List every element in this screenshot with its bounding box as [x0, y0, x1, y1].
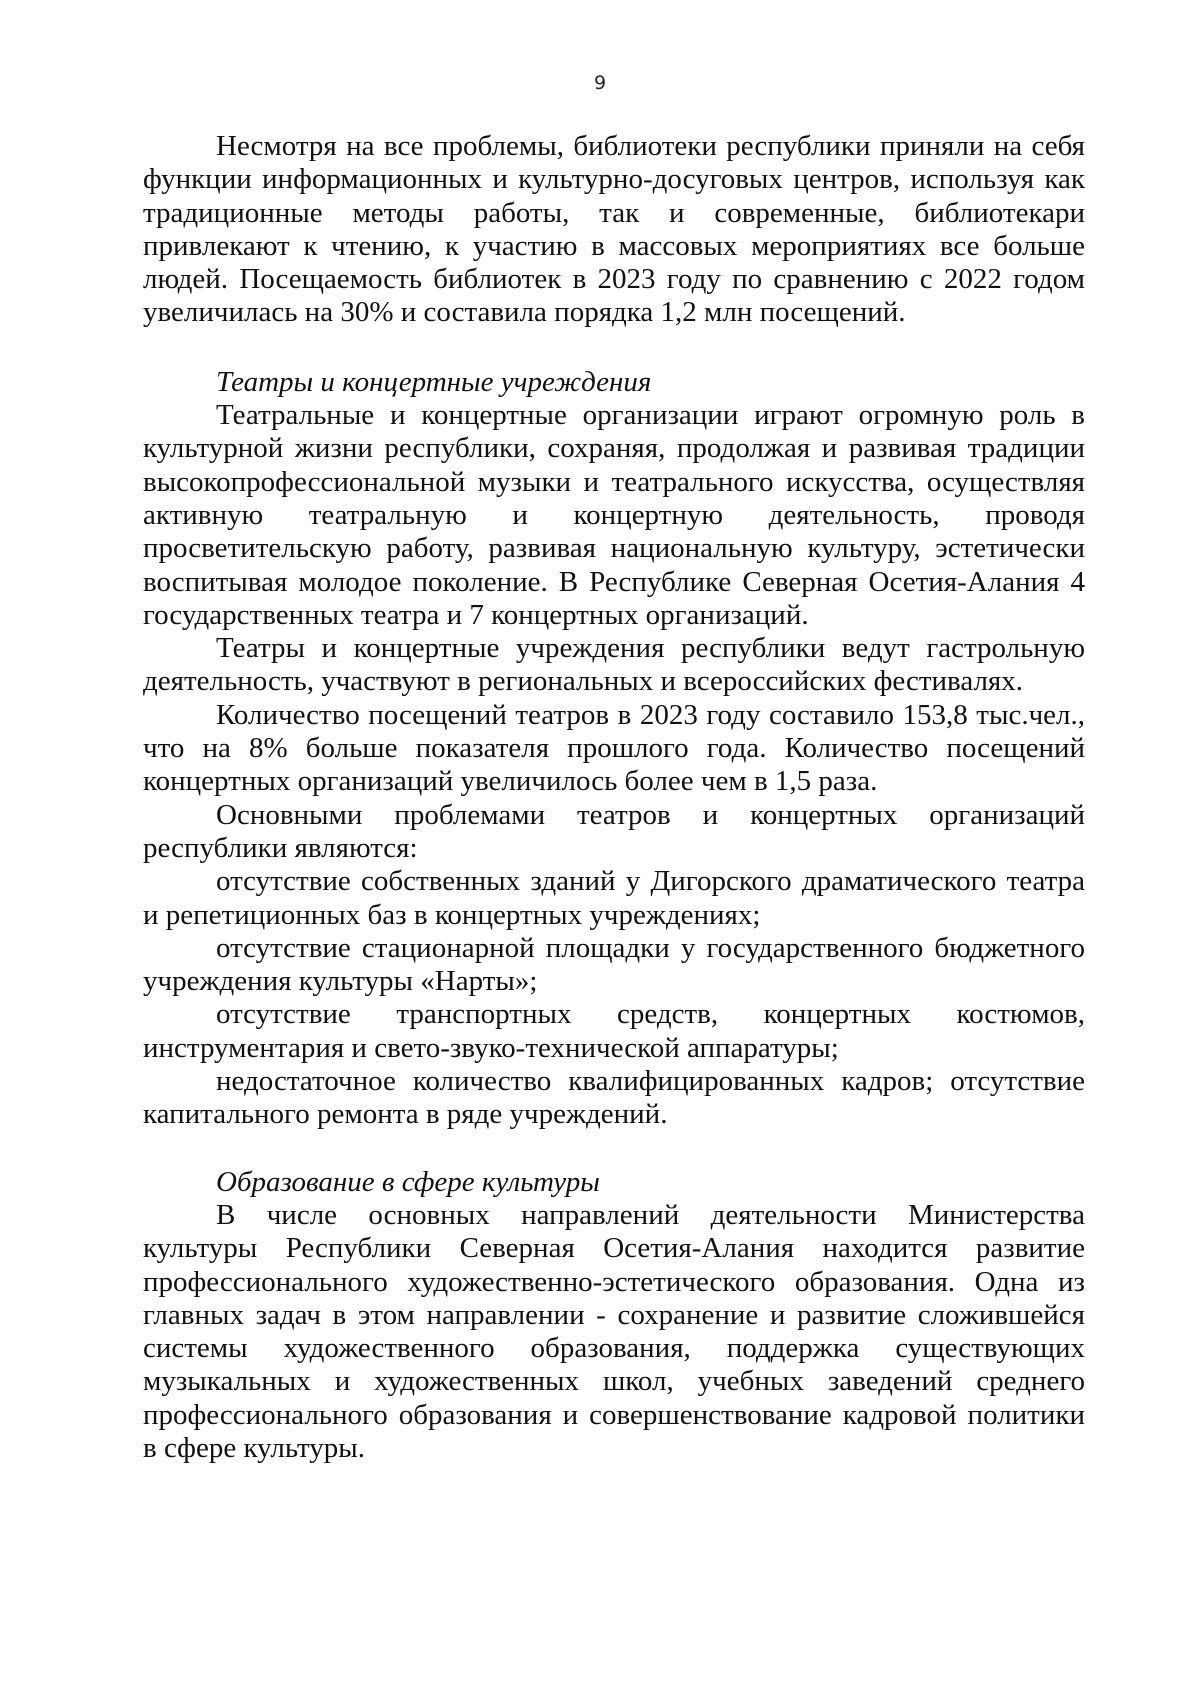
section-heading-education: Образование в сфере культуры	[216, 1165, 600, 1198]
list-item-problem: отсутствие стационарной площадки у государственного бюджетного учреждения культуры «Нарты»;	[143, 931, 1085, 998]
section-heading-theatres: Театры и концертные учреждения	[216, 365, 652, 398]
list-item-problem: отсутствие транспортных средств, концертных костюмов, инструментария и свето-звуко-технической аппаратуры;	[143, 998, 1085, 1064]
paragraph-education: В числе основных направлений деятельности Министерства культуры Республики Северная Осетия-Алания находится развитие профессионального художественно-эстетического образования. Одна из главных задач в этом направлении - сохранение и развитие сложившейся системы художественного образования, поддержка существующих музыкальных и художественных школ, учебных заведений среднего профессионального образования и совершенствование кадровой политики в сфере культуры.	[143, 1198, 1085, 1464]
page-body	[143, 120, 1085, 1465]
paragraph-theatres-problems-intro: Основными проблемами театров и концертных организаций республики являются:	[143, 798, 1085, 864]
paragraph-libraries: Несмотря на все проблемы, библиотеки республики приняли на себя функции информационных и культурно-досуговых центров, используя как традиционные методы работы, так и современные, библиотекари привлекают к чтению, к участию в массовых мероприятиях все больше людей. Посещаемость библиотек в 2023 году по сравнению с 2022 годом увеличилась на 30% и составила порядка 1,2 млн посещений.	[143, 130, 1085, 329]
paragraph-theatres-role: Театральные и концертные организации играют огромную роль в культурной жизни республики, сохраняя, продолжая и развивая традиции высокопрофессиональной музыки и театрального искусства, осуществляя активную театральную и концертную деятельность, проводя просветительскую работу, развивая национальную культуру, эстетически воспитывая молодое поколение. В Республике Северная Осетия-Алания 4 государственных театра и 7 концертных организаций.	[143, 399, 1085, 631]
list-item-problem: недостаточное количество квалифицированных кадров; отсутствие капитального ремонта в ряде учреждений.	[143, 1065, 1085, 1131]
list-item-problem: отсутствие собственных зданий у Дигорского драматического театра и репетиционных баз в концертных учреждениях;	[143, 865, 1085, 931]
paragraph-theatres-attendance: Количество посещений театров в 2023 году составило 153,8 тыс.чел., что на 8% больше показателя прошлого года. Количество посещений концертных организаций увеличилось более чем в 1,5 раза.	[143, 698, 1085, 798]
page-number: 9	[593, 72, 607, 94]
paragraph-theatres-tours: Театры и концертные учреждения республики ведут гастрольную деятельность, участвуют в региональных и всероссийских фестивалях.	[143, 632, 1085, 698]
